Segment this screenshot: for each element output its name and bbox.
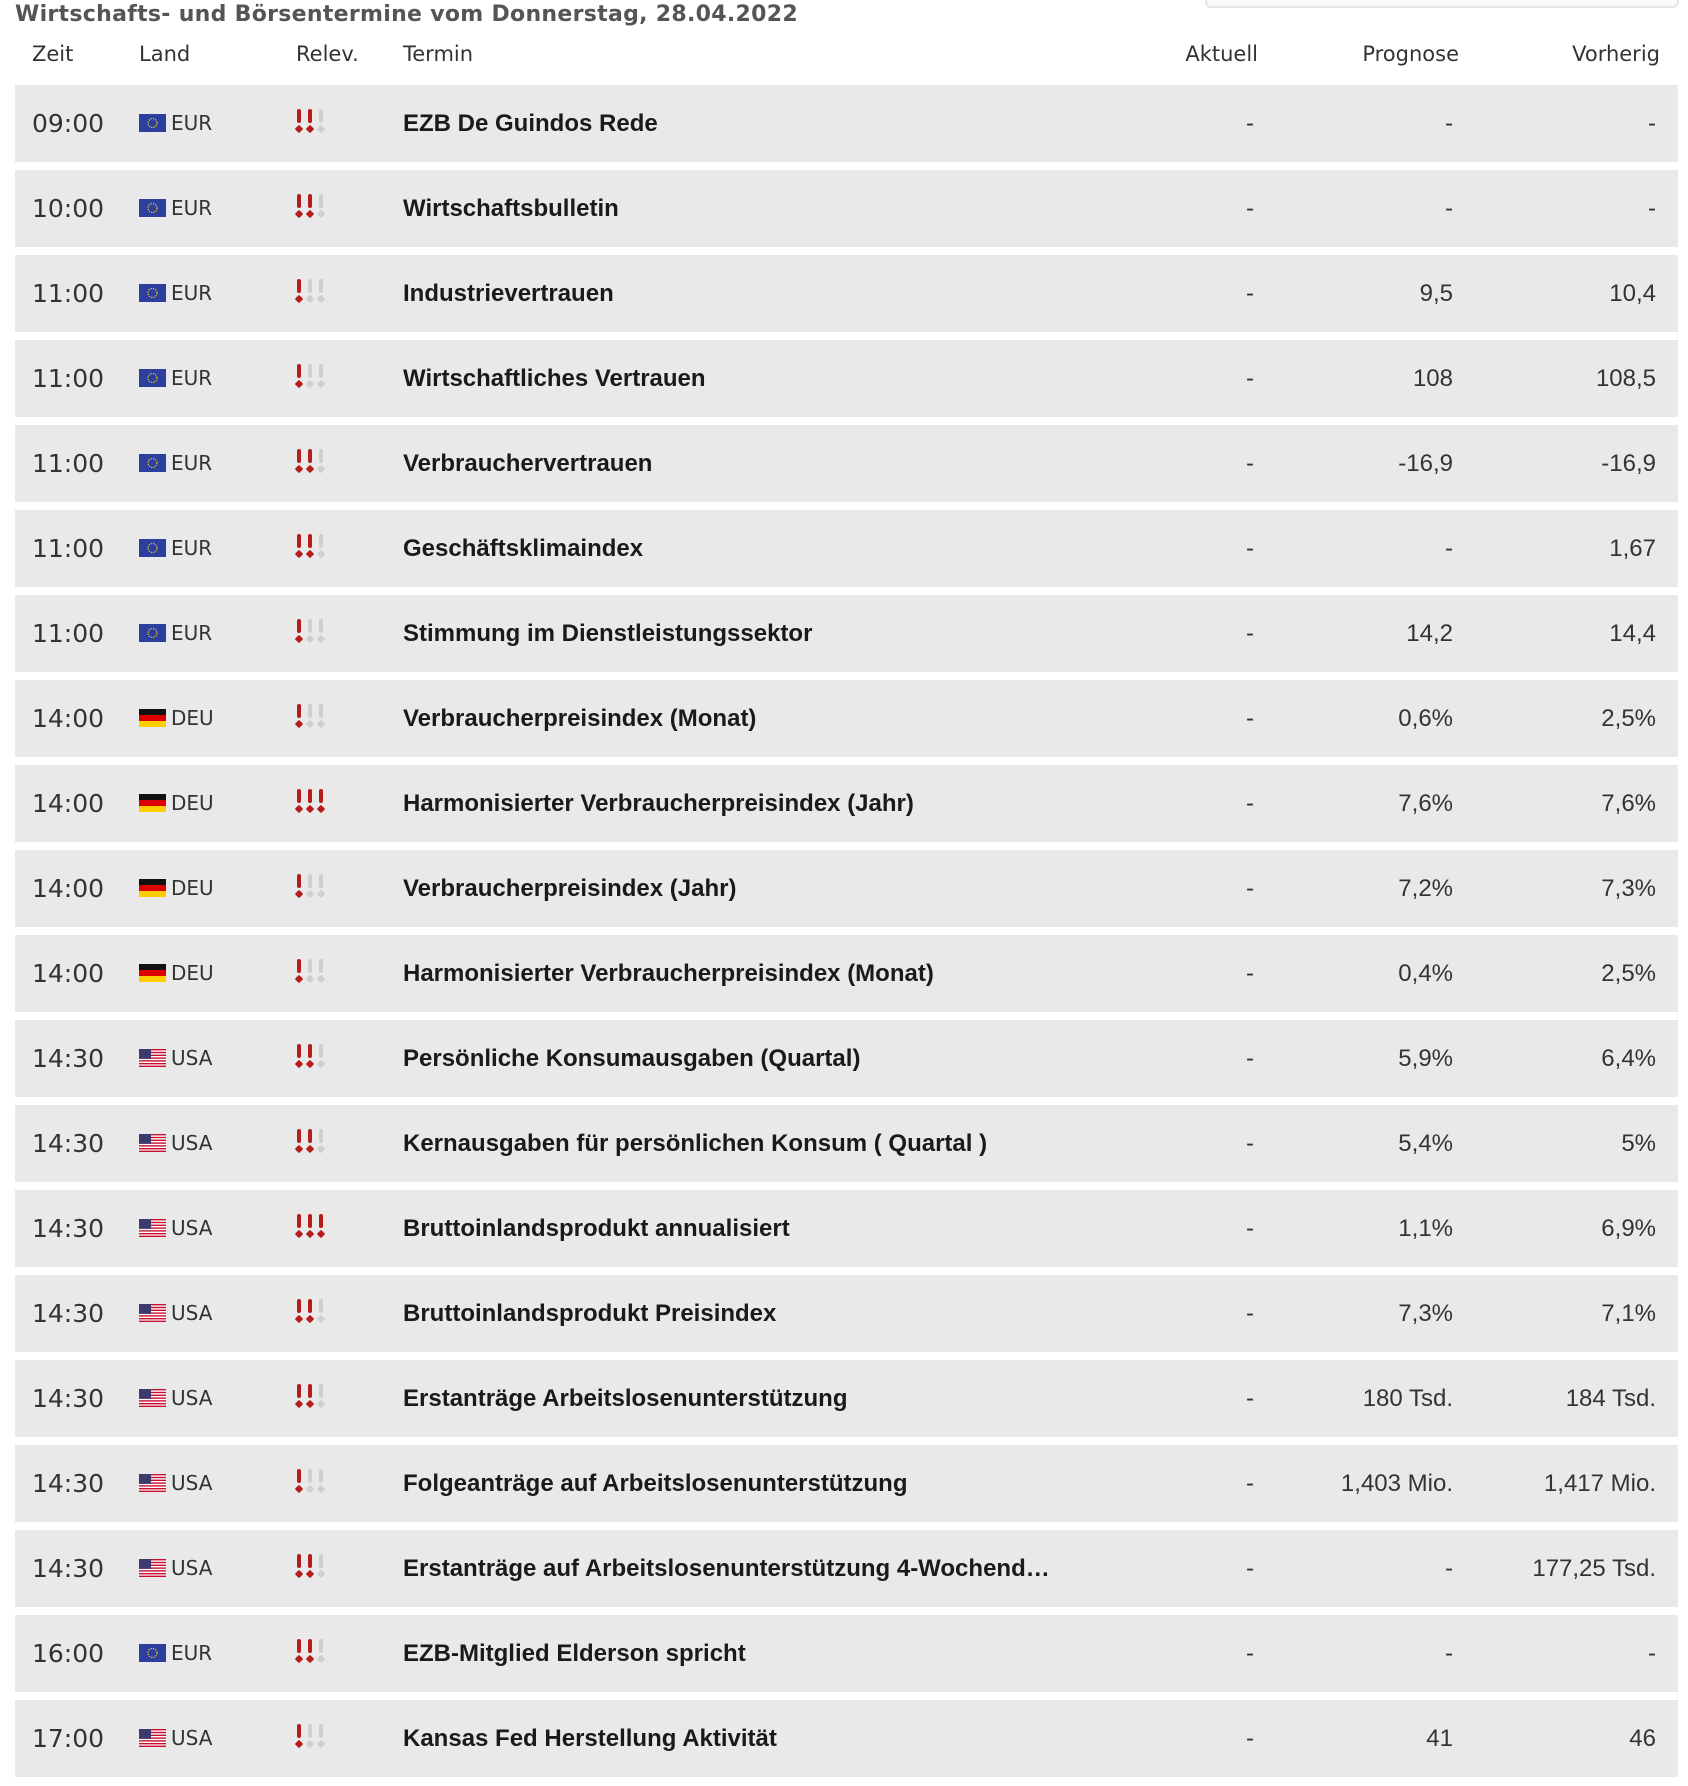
value-aktuell: - (1246, 1300, 1254, 1327)
value-aktuell: - (1246, 365, 1254, 392)
value-vorherig: 2,5% (1601, 705, 1656, 732)
relevance-indicator (295, 449, 325, 473)
eu-flag-icon (139, 284, 166, 302)
value-aktuell: - (1246, 1640, 1254, 1667)
relevance-mark-icon (295, 1554, 303, 1578)
column-header-zeit[interactable]: Zeit (32, 42, 74, 66)
event-title[interactable]: EZB De Guindos Rede (403, 110, 658, 137)
value-prognose: - (1445, 195, 1453, 222)
de-flag-icon (139, 879, 166, 897)
table-row[interactable] (15, 85, 1678, 162)
relevance-mark-icon (317, 1384, 325, 1408)
relevance-mark-icon (295, 874, 303, 898)
value-prognose: 1,1% (1398, 1215, 1453, 1242)
relevance-mark-icon (317, 1129, 325, 1153)
value-aktuell: - (1246, 110, 1254, 137)
event-country (139, 85, 212, 162)
relevance-indicator (295, 364, 325, 388)
de-flag-icon (139, 794, 166, 812)
relevance-indicator (295, 874, 325, 898)
event-country (139, 1360, 212, 1437)
event-title[interactable]: Verbrauchervertrauen (403, 450, 653, 477)
relevance-mark-icon (317, 704, 325, 728)
event-country (139, 680, 214, 757)
event-time: 14:00 (32, 789, 105, 818)
value-aktuell: - (1246, 875, 1254, 902)
relevance-mark-icon (317, 1214, 325, 1238)
relevance-mark-icon (295, 704, 303, 728)
relevance-mark-icon (306, 1214, 314, 1238)
column-header-prognose[interactable]: Prognose (1362, 42, 1459, 66)
us-flag-icon (139, 1474, 166, 1492)
us-flag-icon (139, 1219, 166, 1237)
relevance-mark-icon (317, 619, 325, 643)
relevance-indicator (295, 194, 325, 218)
de-flag-icon (139, 709, 166, 727)
relevance-indicator (295, 279, 325, 303)
event-title[interactable]: Industrievertrauen (403, 280, 614, 307)
event-time: 14:30 (32, 1044, 105, 1073)
event-country (139, 1615, 212, 1692)
column-header-land[interactable]: Land (139, 42, 191, 66)
event-title[interactable]: Bruttoinlandsprodukt Preisindex (403, 1300, 777, 1327)
value-vorherig: 46 (1629, 1725, 1656, 1752)
relevance-indicator (295, 1724, 325, 1748)
country-code: EUR (171, 621, 213, 645)
event-title[interactable]: Erstanträge Arbeitslosenunterstützung (403, 1385, 848, 1412)
relevance-mark-icon (317, 1469, 325, 1493)
table-row[interactable] (15, 510, 1678, 587)
country-code: USA (171, 1301, 213, 1325)
column-header-termin[interactable]: Termin (403, 42, 474, 66)
country-code: USA (171, 1046, 213, 1070)
events-table (15, 85, 1678, 1785)
page-title: Wirtschafts- und Börsentermine vom Donnerstag, 28.04.2022 (15, 2, 798, 27)
event-country (139, 425, 212, 502)
value-aktuell: - (1246, 1045, 1254, 1072)
value-aktuell: - (1246, 1725, 1254, 1752)
event-time: 11:00 (32, 279, 105, 308)
relevance-mark-icon (317, 1299, 325, 1323)
event-title[interactable]: Verbraucherpreisindex (Monat) (403, 705, 757, 732)
value-aktuell: - (1246, 1555, 1254, 1582)
event-title[interactable]: Stimmung im Dienstleistungssektor (403, 620, 813, 647)
value-aktuell: - (1246, 960, 1254, 987)
table-row[interactable] (15, 340, 1678, 417)
relevance-mark-icon (306, 279, 314, 303)
event-title[interactable]: Folgeanträge auf Arbeitslosenunterstützung (403, 1470, 908, 1497)
relevance-indicator (295, 704, 325, 728)
table-row[interactable] (15, 1360, 1678, 1437)
relevance-mark-icon (295, 449, 303, 473)
country-code: DEU (171, 791, 214, 815)
table-row[interactable] (15, 850, 1678, 927)
relevance-indicator (295, 1129, 325, 1153)
relevance-mark-icon (317, 109, 325, 133)
value-vorherig: 177,25 Tsd. (1532, 1555, 1656, 1582)
table-row[interactable] (15, 1530, 1678, 1607)
event-country (139, 340, 212, 417)
relevance-mark-icon (295, 194, 303, 218)
table-header (15, 40, 1678, 70)
relevance-mark-icon (306, 364, 314, 388)
country-code: EUR (171, 451, 213, 475)
table-row[interactable] (15, 680, 1678, 757)
value-prognose: 7,6% (1398, 790, 1453, 817)
eu-flag-icon (139, 199, 166, 217)
value-vorherig: 6,9% (1601, 1215, 1656, 1242)
relevance-mark-icon (295, 619, 303, 643)
column-header-aktuell[interactable]: Aktuell (1185, 42, 1258, 66)
value-vorherig: 6,4% (1601, 1045, 1656, 1072)
value-aktuell: - (1246, 1215, 1254, 1242)
relevance-mark-icon (317, 1724, 325, 1748)
event-title[interactable]: Wirtschaftsbulletin (403, 195, 619, 222)
eu-flag-icon (139, 454, 166, 472)
relevance-mark-icon (317, 959, 325, 983)
event-title[interactable]: EZB-Mitglied Elderson spricht (403, 1640, 746, 1667)
value-prognose: - (1445, 535, 1453, 562)
event-title[interactable]: Harmonisierter Verbraucherpreisindex (Jahr) (403, 790, 914, 817)
relevance-mark-icon (306, 1639, 314, 1663)
relevance-mark-icon (306, 959, 314, 983)
relevance-indicator (295, 534, 325, 558)
relevance-mark-icon (295, 1469, 303, 1493)
table-row[interactable] (15, 1700, 1678, 1777)
event-title[interactable]: Harmonisierter Verbraucherpreisindex (Monat) (403, 960, 934, 987)
us-flag-icon (139, 1304, 166, 1322)
event-time: 14:30 (32, 1469, 105, 1498)
table-row[interactable] (15, 170, 1678, 247)
relevance-mark-icon (306, 704, 314, 728)
relevance-indicator (295, 959, 325, 983)
table-row[interactable] (15, 1190, 1678, 1267)
event-time: 11:00 (32, 534, 105, 563)
relevance-mark-icon (317, 534, 325, 558)
value-aktuell: - (1246, 195, 1254, 222)
value-prognose: 1,403 Mio. (1340, 1470, 1453, 1497)
value-aktuell: - (1246, 1385, 1254, 1412)
us-flag-icon (139, 1389, 166, 1407)
value-prognose: 5,4% (1398, 1130, 1453, 1157)
search-box[interactable] (1205, 0, 1679, 8)
event-country (139, 255, 212, 332)
value-prognose: 0,6% (1398, 705, 1453, 732)
event-time: 11:00 (32, 449, 105, 478)
relevance-mark-icon (306, 619, 314, 643)
value-prognose: 7,2% (1398, 875, 1453, 902)
relevance-mark-icon (306, 1554, 314, 1578)
country-code: DEU (171, 961, 214, 985)
value-prognose: 14,2 (1406, 620, 1453, 647)
value-vorherig: - (1648, 110, 1656, 137)
value-prognose: 0,4% (1398, 960, 1453, 987)
event-title[interactable]: Geschäftsklimaindex (403, 535, 644, 562)
country-code: EUR (171, 1641, 213, 1665)
eu-flag-icon (139, 114, 166, 132)
country-code: EUR (171, 536, 213, 560)
value-prognose: 5,9% (1398, 1045, 1453, 1072)
event-time: 14:00 (32, 874, 105, 903)
country-code: DEU (171, 876, 214, 900)
relevance-mark-icon (306, 1129, 314, 1153)
column-header-relevance[interactable]: Relev. (296, 42, 359, 66)
table-row[interactable] (15, 765, 1678, 842)
country-code: EUR (171, 111, 213, 135)
relevance-indicator (295, 789, 325, 813)
table-row[interactable] (15, 255, 1678, 332)
value-vorherig: 14,4 (1609, 620, 1656, 647)
relevance-indicator (295, 1554, 325, 1578)
relevance-mark-icon (295, 534, 303, 558)
eu-flag-icon (139, 539, 166, 557)
relevance-indicator (295, 1469, 325, 1493)
event-time: 14:30 (32, 1129, 105, 1158)
event-time: 11:00 (32, 619, 105, 648)
relevance-indicator (295, 619, 325, 643)
value-prognose: - (1445, 1640, 1453, 1667)
event-country (139, 850, 214, 927)
value-vorherig: - (1648, 195, 1656, 222)
value-prognose: 41 (1426, 1725, 1453, 1752)
relevance-mark-icon (295, 1724, 303, 1748)
event-title[interactable]: Kansas Fed Herstellung Aktivität (403, 1725, 777, 1752)
event-country (139, 935, 214, 1012)
relevance-indicator (295, 1044, 325, 1068)
table-row[interactable] (15, 1445, 1678, 1522)
relevance-mark-icon (306, 534, 314, 558)
us-flag-icon (139, 1729, 166, 1747)
country-code: EUR (171, 196, 213, 220)
value-vorherig: -16,9 (1601, 450, 1656, 477)
value-aktuell: - (1246, 1470, 1254, 1497)
country-code: EUR (171, 366, 213, 390)
value-vorherig: 184 Tsd. (1565, 1385, 1656, 1412)
relevance-mark-icon (295, 789, 303, 813)
value-vorherig: 1,67 (1609, 535, 1656, 562)
relevance-mark-icon (306, 1299, 314, 1323)
event-time: 09:00 (32, 109, 105, 138)
event-title[interactable]: Erstanträge auf Arbeitslosenunterstützung 4-Wochend… (403, 1555, 1050, 1582)
event-country (139, 1275, 212, 1352)
relevance-mark-icon (317, 364, 325, 388)
relevance-mark-icon (317, 789, 325, 813)
table-row[interactable] (15, 1105, 1678, 1182)
relevance-mark-icon (295, 1384, 303, 1408)
event-country (139, 170, 212, 247)
relevance-mark-icon (306, 1384, 314, 1408)
value-aktuell: - (1246, 620, 1254, 647)
value-vorherig: - (1648, 1640, 1656, 1667)
event-title[interactable]: Bruttoinlandsprodukt annualisiert (403, 1215, 790, 1242)
event-time: 14:30 (32, 1384, 105, 1413)
table-row[interactable] (15, 595, 1678, 672)
event-time: 11:00 (32, 364, 105, 393)
relevance-mark-icon (295, 1299, 303, 1323)
country-code: EUR (171, 281, 213, 305)
column-header-vorherig[interactable]: Vorherig (1572, 42, 1660, 66)
eu-flag-icon (139, 1644, 166, 1662)
relevance-indicator (295, 1299, 325, 1323)
country-code: USA (171, 1216, 213, 1240)
table-row[interactable] (15, 935, 1678, 1012)
table-row[interactable] (15, 1615, 1678, 1692)
event-time: 16:00 (32, 1639, 105, 1668)
country-code: USA (171, 1386, 213, 1410)
value-aktuell: - (1246, 535, 1254, 562)
event-title[interactable]: Kernausgaben für persönlichen Konsum ( Quartal ) (403, 1130, 988, 1157)
relevance-mark-icon (317, 279, 325, 303)
table-row[interactable] (15, 425, 1678, 502)
table-row[interactable] (15, 1275, 1678, 1352)
value-aktuell: - (1246, 450, 1254, 477)
relevance-mark-icon (295, 109, 303, 133)
event-country (139, 1105, 212, 1182)
value-vorherig: 1,417 Mio. (1543, 1470, 1656, 1497)
country-code: USA (171, 1726, 213, 1750)
de-flag-icon (139, 964, 166, 982)
eu-flag-icon (139, 624, 166, 642)
relevance-mark-icon (317, 194, 325, 218)
eu-flag-icon (139, 369, 166, 387)
value-vorherig: 10,4 (1609, 280, 1656, 307)
relevance-mark-icon (306, 1724, 314, 1748)
event-title[interactable]: Persönliche Konsumausgaben (Quartal) (403, 1045, 861, 1072)
value-aktuell: - (1246, 705, 1254, 732)
value-vorherig: 7,1% (1601, 1300, 1656, 1327)
relevance-indicator (295, 109, 325, 133)
relevance-mark-icon (295, 1044, 303, 1068)
us-flag-icon (139, 1134, 166, 1152)
value-prognose: - (1445, 1555, 1453, 1582)
table-row[interactable] (15, 1020, 1678, 1097)
event-title[interactable]: Verbraucherpreisindex (Jahr) (403, 875, 737, 902)
relevance-mark-icon (295, 1214, 303, 1238)
relevance-indicator (295, 1384, 325, 1408)
relevance-mark-icon (295, 1639, 303, 1663)
event-country (139, 510, 212, 587)
value-vorherig: 108,5 (1595, 365, 1656, 392)
event-time: 14:00 (32, 704, 105, 733)
relevance-mark-icon (317, 874, 325, 898)
event-country (139, 1020, 212, 1097)
country-code: DEU (171, 706, 214, 730)
relevance-mark-icon (317, 1044, 325, 1068)
relevance-mark-icon (306, 1469, 314, 1493)
event-title[interactable]: Wirtschaftliches Vertrauen (403, 365, 706, 392)
relevance-mark-icon (317, 449, 325, 473)
event-time: 14:30 (32, 1299, 105, 1328)
event-country (139, 1700, 212, 1777)
value-prognose: 7,3% (1398, 1300, 1453, 1327)
value-vorherig: 7,6% (1601, 790, 1656, 817)
relevance-mark-icon (306, 1044, 314, 1068)
event-country (139, 595, 212, 672)
us-flag-icon (139, 1559, 166, 1577)
value-aktuell: - (1246, 1130, 1254, 1157)
event-country (139, 765, 214, 842)
event-time: 17:00 (32, 1724, 105, 1753)
relevance-mark-icon (306, 874, 314, 898)
event-time: 14:30 (32, 1554, 105, 1583)
relevance-indicator (295, 1214, 325, 1238)
relevance-mark-icon (295, 279, 303, 303)
relevance-mark-icon (295, 364, 303, 388)
value-prognose: -16,9 (1398, 450, 1453, 477)
relevance-mark-icon (306, 109, 314, 133)
value-aktuell: - (1246, 790, 1254, 817)
event-country (139, 1530, 212, 1607)
event-time: 10:00 (32, 194, 105, 223)
country-code: USA (171, 1131, 213, 1155)
value-vorherig: 2,5% (1601, 960, 1656, 987)
us-flag-icon (139, 1049, 166, 1067)
value-aktuell: - (1246, 280, 1254, 307)
event-time: 14:30 (32, 1214, 105, 1243)
value-prognose: 9,5 (1419, 280, 1453, 307)
relevance-mark-icon (306, 449, 314, 473)
event-time: 14:00 (32, 959, 105, 988)
value-prognose: 180 Tsd. (1362, 1385, 1453, 1412)
country-code: USA (171, 1556, 213, 1580)
value-prognose: 108 (1412, 365, 1453, 392)
relevance-mark-icon (306, 789, 314, 813)
relevance-mark-icon (295, 959, 303, 983)
value-prognose: - (1445, 110, 1453, 137)
country-code: USA (171, 1471, 213, 1495)
relevance-indicator (295, 1639, 325, 1663)
value-vorherig: 7,3% (1601, 875, 1656, 902)
event-country (139, 1190, 212, 1267)
event-country (139, 1445, 212, 1522)
relevance-mark-icon (317, 1554, 325, 1578)
relevance-mark-icon (295, 1129, 303, 1153)
relevance-mark-icon (317, 1639, 325, 1663)
relevance-mark-icon (306, 194, 314, 218)
value-vorherig: 5% (1621, 1130, 1656, 1157)
